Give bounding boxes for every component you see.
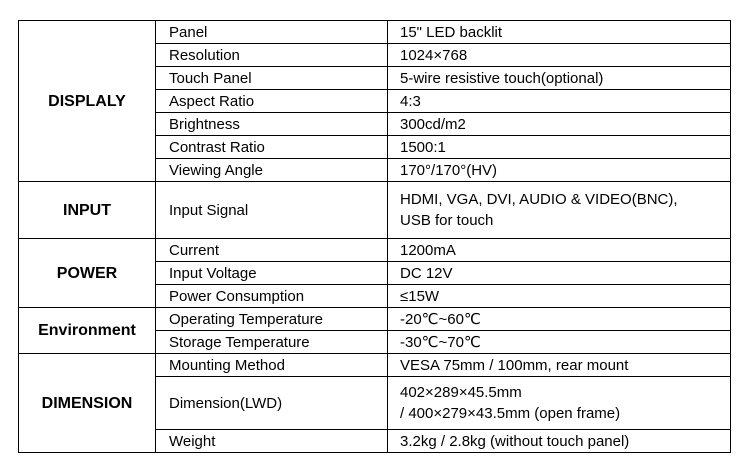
table-row	[19, 239, 731, 262]
spec-value	[388, 377, 731, 430]
spec-value	[388, 21, 731, 44]
spec-value	[388, 430, 731, 453]
spec-value-line: HDMI, VGA, DVI, AUDIO & VIDEO(BNC),	[400, 191, 678, 208]
spec-value	[388, 44, 731, 67]
spec-value	[388, 331, 731, 354]
spec-label: Contrast Ratio	[156, 136, 388, 159]
spec-label: Power Consumption	[156, 285, 388, 308]
spec-value-line: 170°/170°(HV)	[400, 161, 498, 179]
spec-value	[388, 239, 731, 262]
section-category-environment: Environment	[19, 308, 156, 354]
spec-value	[388, 136, 731, 159]
spec-value	[388, 90, 731, 113]
spec-label: Current	[156, 239, 388, 262]
spec-label: Weight	[156, 430, 388, 453]
section-category-displaly: DISPLALY	[19, 21, 156, 182]
spec-value-line: 300cd/m2	[400, 115, 466, 133]
table-row	[19, 21, 731, 44]
spec-table-body	[19, 21, 731, 453]
spec-value-line: 1500:1	[400, 138, 446, 156]
spec-value-line: 15" LED backlit	[400, 23, 503, 41]
spec-value	[388, 113, 731, 136]
spec-label: Input Signal	[156, 182, 388, 239]
spec-label: Resolution	[156, 44, 388, 67]
section-category-input: INPUT	[19, 182, 156, 239]
spec-value-line: -20℃~60℃	[400, 310, 481, 328]
spec-label: Panel	[156, 21, 388, 44]
spec-value-line: / 400×279×43.5mm (open frame)	[400, 405, 621, 422]
spec-value	[388, 308, 731, 331]
section-category-power: POWER	[19, 239, 156, 308]
spec-value-line: 1024×768	[400, 46, 468, 64]
spec-label: Storage Temperature	[156, 331, 388, 354]
spec-label: Operating Temperature	[156, 308, 388, 331]
spec-value	[388, 67, 731, 90]
table-row	[19, 308, 731, 331]
spec-value-line: -30℃~70℃	[400, 333, 481, 351]
spec-value-line: USB for touch	[400, 212, 494, 229]
spec-value-line: VESA 75mm / 100mm, rear mount	[400, 356, 629, 374]
spec-value-line: 1200mA	[400, 241, 456, 259]
table-row	[19, 354, 731, 377]
spec-label: Aspect Ratio	[156, 90, 388, 113]
spec-value	[388, 285, 731, 308]
spec-value	[388, 262, 731, 285]
spec-table	[18, 20, 731, 453]
spec-value-line: ≤15W	[400, 287, 440, 305]
spec-label: Viewing Angle	[156, 159, 388, 182]
spec-value	[388, 182, 731, 239]
spec-value-line: 3.2kg / 2.8kg (without touch panel)	[400, 432, 630, 450]
spec-value-line: DC 12V	[400, 264, 453, 282]
spec-label: Dimension(LWD)	[156, 377, 388, 430]
section-category-dimension: DIMENSION	[19, 354, 156, 453]
spec-label: Mounting Method	[156, 354, 388, 377]
spec-value-line: 5-wire resistive touch(optional)	[400, 69, 604, 87]
spec-value-line: 4:3	[400, 92, 421, 110]
table-row	[19, 182, 731, 239]
spec-label: Input Voltage	[156, 262, 388, 285]
spec-value	[388, 159, 731, 182]
spec-value	[388, 354, 731, 377]
spec-label: Touch Panel	[156, 67, 388, 90]
spec-label: Brightness	[156, 113, 388, 136]
spec-value-line: 402×289×45.5mm	[400, 384, 522, 401]
